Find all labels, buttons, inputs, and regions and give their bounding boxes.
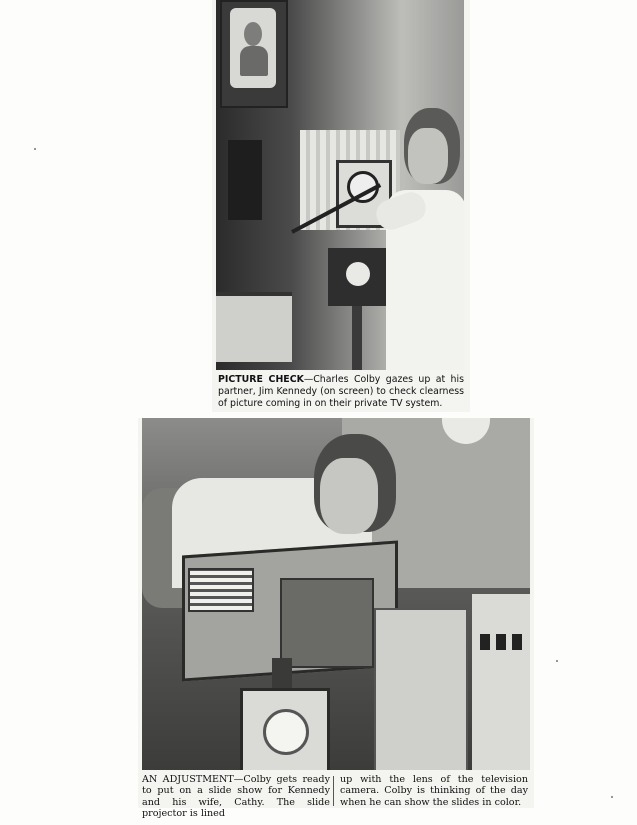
tv-set xyxy=(220,0,288,108)
photo-adjustment xyxy=(142,418,530,770)
caption-picture-check xyxy=(218,374,464,411)
camera-box xyxy=(328,248,388,306)
photo-picture-check xyxy=(216,0,464,370)
slide-tray xyxy=(188,568,254,612)
caption-adjustment xyxy=(138,774,534,820)
tv-screen xyxy=(230,8,276,88)
camera-lens-box xyxy=(240,688,330,770)
newspaper-clipping-adjustment xyxy=(138,418,534,820)
caption-body: —Charles Colby gazes up at his partner, Jim Kennedy (on screen) to check clearness of picture coming in on their private TV system. xyxy=(218,374,464,410)
caption-column-left: AN ADJUSTMENT—Colby gets ready to put on a slide show for Kennedy and his wife, Cathy. The slide projector is lined xyxy=(142,774,330,820)
caption-lead: PICTURE CHECK xyxy=(218,374,304,385)
control-equipment xyxy=(216,292,292,362)
column-rule xyxy=(333,776,334,806)
cabinet xyxy=(374,608,468,770)
newspaper-clipping-picture-check xyxy=(212,0,470,412)
caption-column-right: up with the lens of the television camera. Colby is thinking of the day when he can show the slides in color. xyxy=(340,774,528,808)
